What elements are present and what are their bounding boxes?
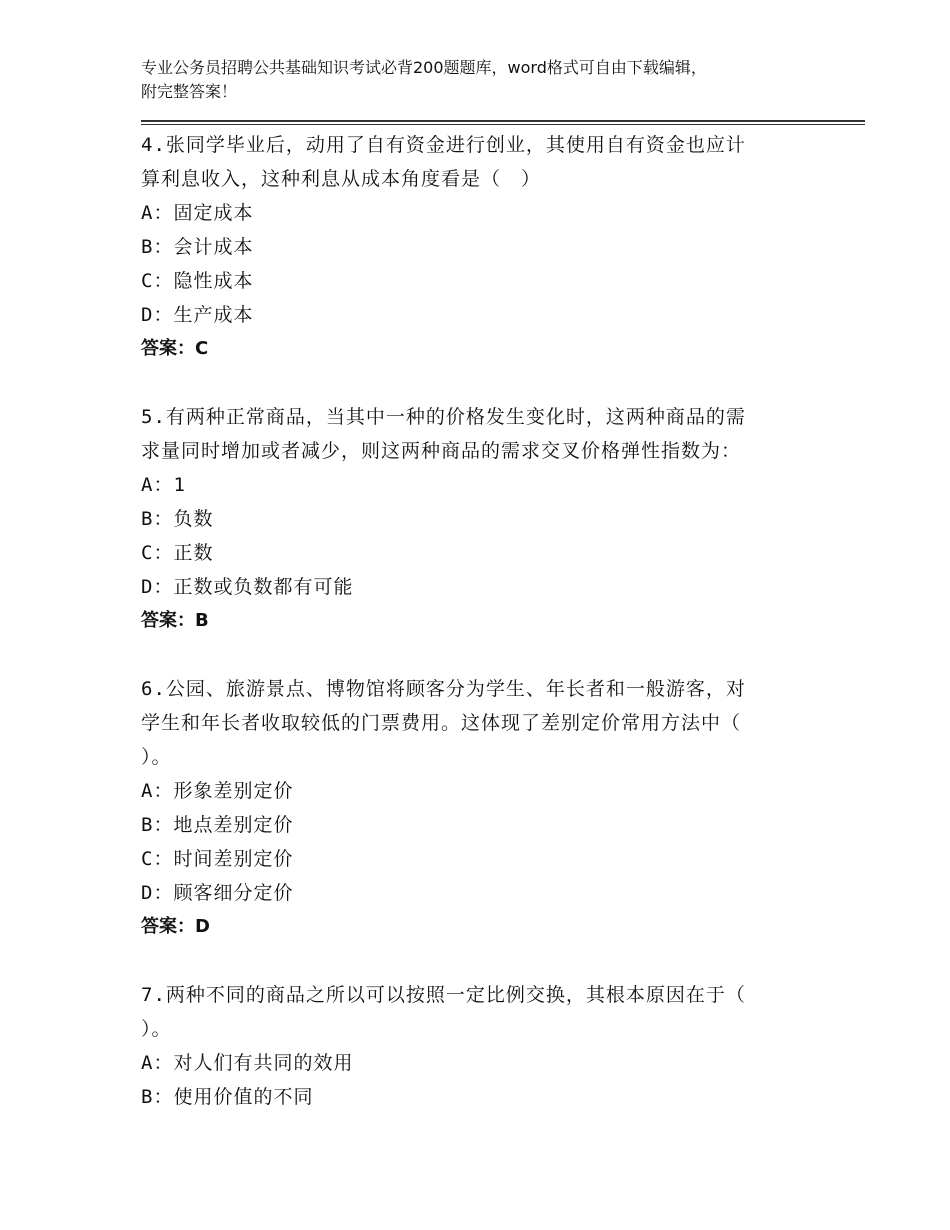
question-7: [141, 978, 801, 1114]
option-c: C：隐性成本: [141, 270, 254, 292]
question-text: 学生和年长者收取较低的门票费用。这体现了差别定价常用方法中（: [141, 712, 742, 734]
question-6: [141, 672, 801, 944]
spacer: [141, 366, 801, 400]
option-b: B：负数: [141, 508, 214, 530]
question-text: 6.公园、旅游景点、博物馆将顾客分为学生、年长者和一般游客，对: [141, 678, 746, 700]
option-b: B：会计成本: [141, 236, 254, 258]
question-text: ）。: [141, 1018, 172, 1040]
question-4: [141, 128, 801, 366]
document-header: [141, 56, 841, 104]
option-b: B：地点差别定价: [141, 814, 294, 836]
question-text: 5.有两种正常商品，当其中一种的价格发生变化时，这两种商品的需: [141, 406, 746, 428]
option-a: A：1: [141, 474, 186, 496]
header-rule: [141, 124, 865, 125]
option-d: D：正数或负数都有可能: [141, 576, 354, 598]
question-text: 7.两种不同的商品之所以可以按照一定比例交换，其根本原因在于（: [141, 984, 746, 1006]
question-text: 4.张同学毕业后，动用了自有资金进行创业，其使用自有资金也应计: [141, 134, 746, 156]
header-line: 专业公务员招聘公共基础知识考试必背200题题库，word格式可自由下载编辑，: [141, 58, 707, 77]
option-d: D：顾客细分定价: [141, 882, 294, 904]
question-text: ）。: [141, 746, 172, 768]
option-c: C：时间差别定价: [141, 848, 294, 870]
option-a: A：固定成本: [141, 202, 254, 224]
option-d: D：生产成本: [141, 304, 254, 326]
question-5: [141, 400, 801, 638]
answer: 答案：B: [141, 610, 209, 631]
option-b: B：使用价值的不同: [141, 1086, 314, 1108]
answer: 答案：D: [141, 916, 210, 937]
spacer: [141, 638, 801, 672]
spacer: [141, 944, 801, 978]
question-text: 求量同时增加或者减少，则这两种商品的需求交叉价格弹性指数为：: [141, 440, 742, 462]
header-rule: [141, 120, 865, 122]
option-c: C：正数: [141, 542, 214, 564]
header-line: 附完整答案！: [141, 82, 238, 101]
option-a: A：对人们有共同的效用: [141, 1052, 354, 1074]
question-text: 算利息收入，这种利息从成本角度看是（ ）: [141, 168, 542, 190]
question-list: [141, 128, 801, 1114]
option-a: A：形象差别定价: [141, 780, 294, 802]
answer: 答案：C: [141, 338, 209, 359]
